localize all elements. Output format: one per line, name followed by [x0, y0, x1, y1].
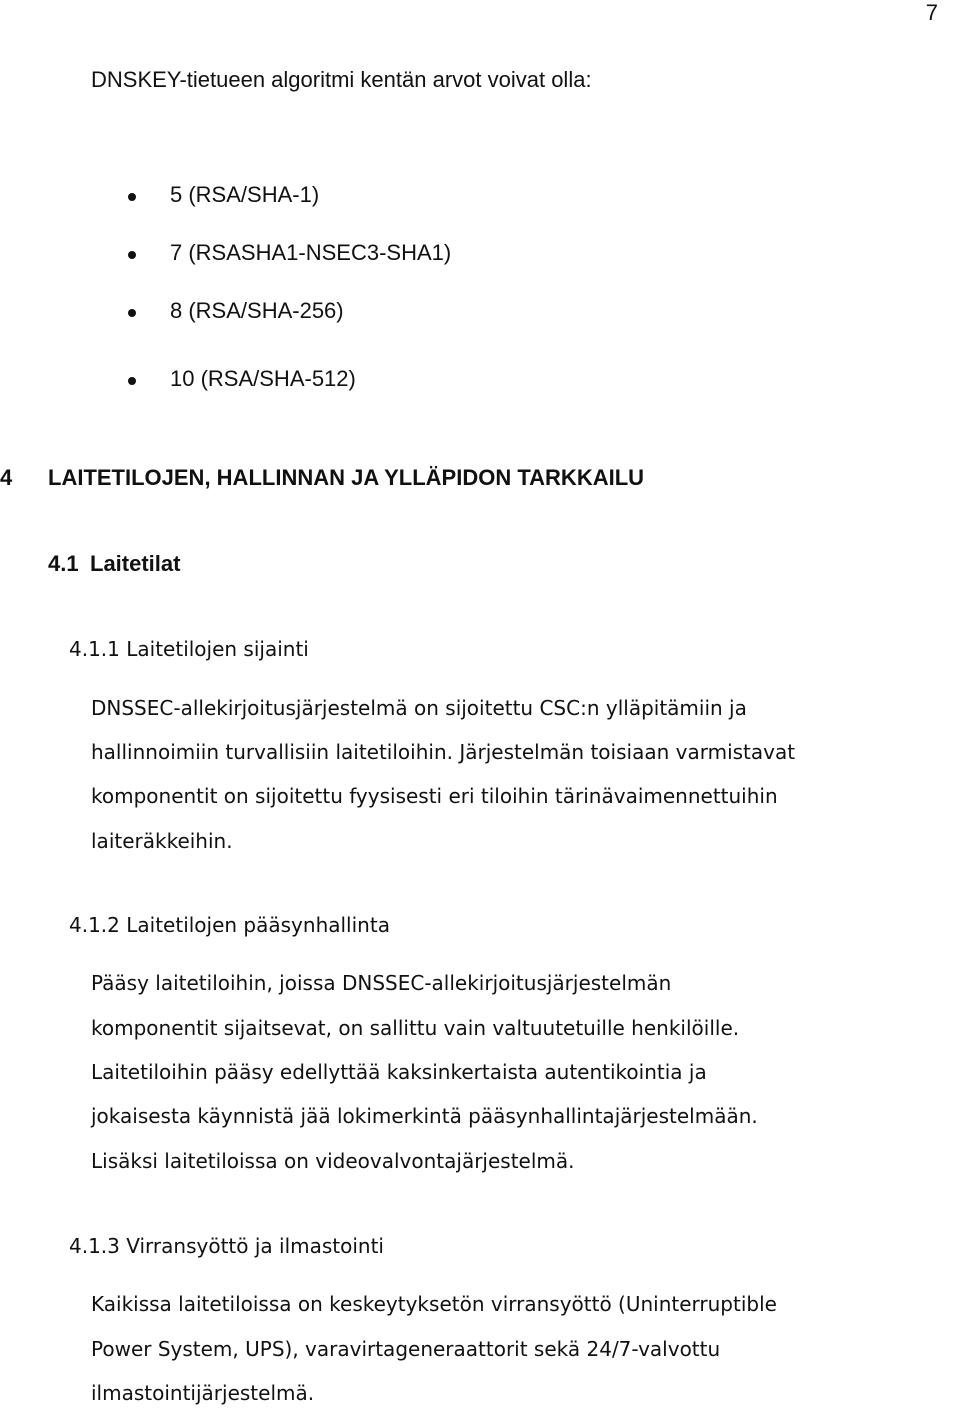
- bullet-icon: [128, 377, 136, 385]
- paragraph-line: komponentit on sijoitettu fyysisesti eri tiloihin tärinävaimennettuihin: [91, 784, 778, 808]
- section-number: 4.1: [48, 551, 79, 576]
- bullet-icon: [128, 309, 136, 317]
- section-title: Laitetilat: [90, 551, 181, 576]
- paragraph-line: jokaisesta käynnistä jää lokimerkintä pääsynhallintajärjestelmään.: [91, 1104, 758, 1128]
- paragraph-line: Kaikissa laitetiloissa on keskeytyksetön virransyöttö (Uninterruptible: [91, 1292, 777, 1316]
- paragraph-line: ilmastointijärjestelmä.: [91, 1381, 315, 1405]
- paragraph-line: laiteräkkeihin.: [91, 829, 233, 853]
- bullet-icon: [128, 193, 136, 201]
- paragraph-line: DNSSEC-allekirjoitusjärjestelmä on sijoitettu CSC:n ylläpitämiin ja: [91, 696, 747, 720]
- subsection-heading: 4.1.2 Laitetilojen pääsynhallinta: [69, 913, 390, 937]
- subsection-heading: 4.1.3 Virransyöttö ja ilmastointi: [69, 1234, 384, 1258]
- chapter-title: LAITETILOJEN, HALLINNAN JA YLLÄPIDON TARKKAILU: [48, 465, 645, 490]
- paragraph-line: Lisäksi laitetiloissa on videovalvontajärjestelmä.: [91, 1149, 575, 1173]
- paragraph-line: komponentit sijaitsevat, on sallittu vain valtuutetuille henkilöille.: [91, 1016, 740, 1040]
- subsection-heading: 4.1.1 Laitetilojen sijainti: [69, 637, 309, 661]
- paragraph-line: Laitetiloihin pääsy edellyttää kaksinkertaista autentikointia ja: [91, 1060, 707, 1084]
- paragraph-line: Power System, UPS), varavirtageneraattorit sekä 24/7-valvottu: [91, 1337, 721, 1361]
- page-number: 7: [925, 0, 938, 25]
- paragraph-line: hallinnoimiin turvallisiin laitetiloihin. Järjestelmän toisiaan varmistavat: [91, 740, 796, 764]
- paragraph-line: Pääsy laitetiloihin, joissa DNSSEC-allekirjoitusjärjestelmän: [91, 971, 672, 995]
- chapter-number: 4: [0, 465, 13, 490]
- intro-text: DNSKEY-tietueen algoritmi kentän arvot voivat olla:: [91, 67, 592, 92]
- bullet-icon: [128, 251, 136, 259]
